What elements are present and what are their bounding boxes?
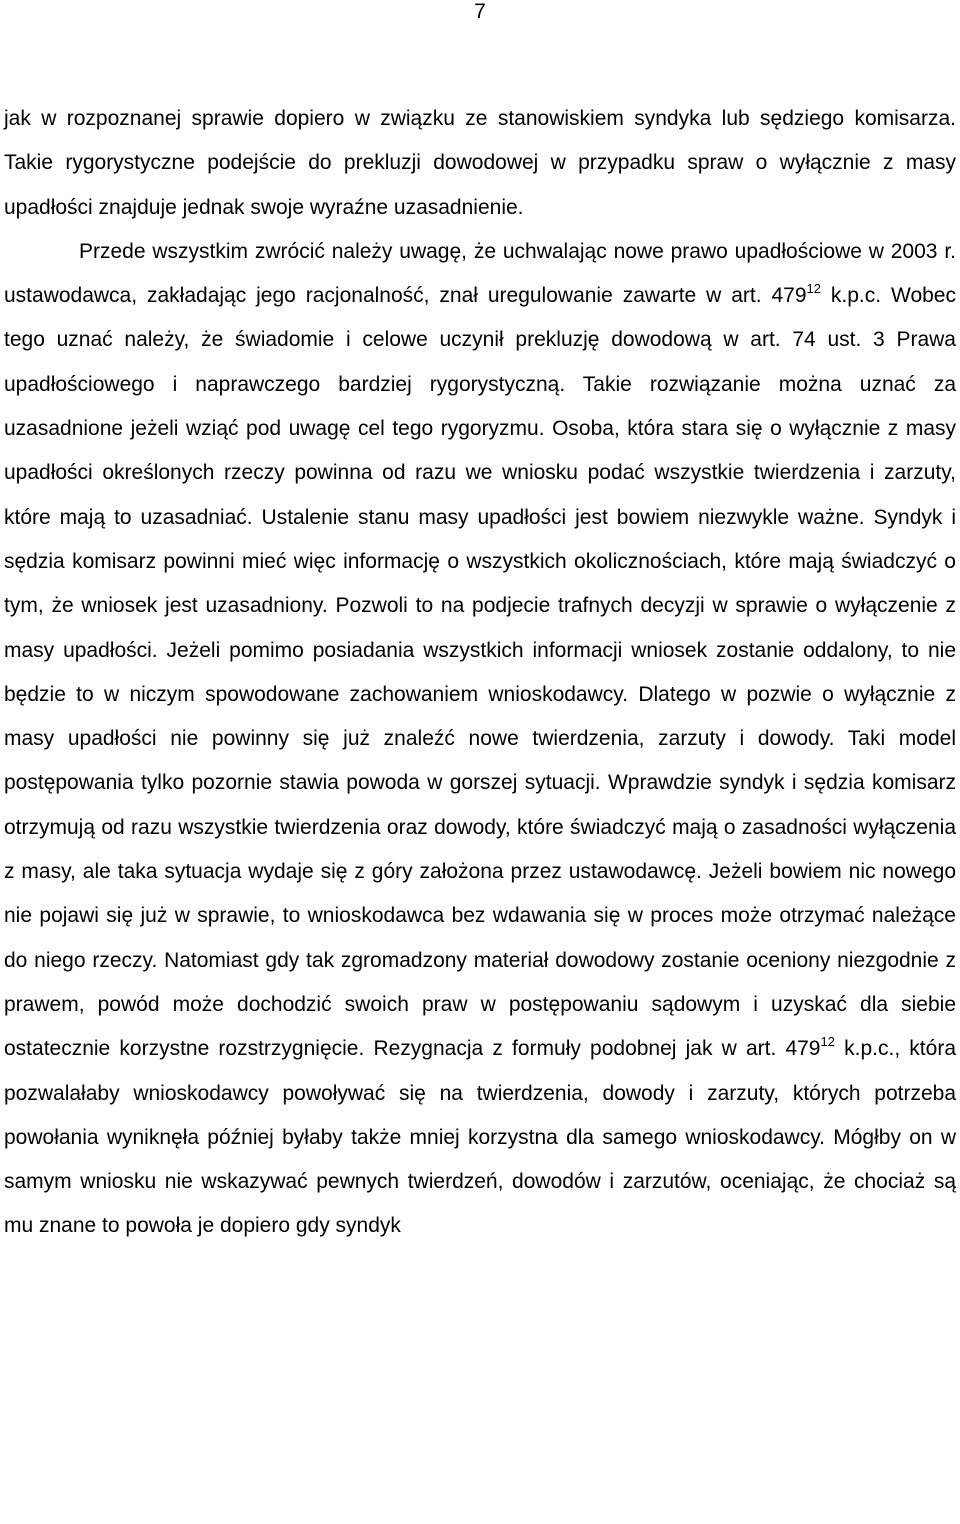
paragraph-2 <box>4 230 956 1249</box>
paragraph-text: k.p.c., która pozwalałaby wnioskodawcy powoływać się na twierdzenia, dowody i zarzuty, których potrzeba powołania wyniknęła później byłaby także mniej korzystna dla samego wnioskodawcy. Mógłby on w samym wniosku nie wskazywać pewnych twierdzeń, dowodów i zarzutów, oceniając, że chociaż są mu znane to powoła je dopiero gdy syndyk <box>4 1037 956 1238</box>
page-number: 7 <box>474 0 486 23</box>
document-body <box>4 97 956 1249</box>
footnote-superscript: 12 <box>806 281 821 297</box>
paragraph-text: jak w rozpoznanej sprawie dopiero w związku ze stanowiskiem syndyka lub sędziego komisarza. Takie rygorystyczne podejście do prekluzji dowodowej w przypadku spraw o wyłącznie z masy upadłości znajduje jednak swoje wyraźne uzasadnienie. <box>4 107 956 219</box>
paragraph-1 <box>4 97 956 230</box>
paragraph-text: k.p.c. Wobec tego uznać należy, że świadomie i celowe uczynił prekluzję dowodową w art. 74 ust. 3 Prawa upadłościowego i naprawczego bardziej rygorystyczną. Takie rozwiązanie można uznać za uzasadnione jeżeli wziąć pod uwagę cel tego rygoryzmu. Osoba, która stara się o wyłącznie z masy upadłości określonych rzeczy powinna od razu we wniosku podać wszystkie twierdzenia i zarzuty, które mają to uzasadniać. Ustalenie stanu masy upadłości jest bowiem niezwykle ważne. Syndyk i sędzia komisarz powinni mieć więc informację o wszystkich okolicznościach, które mają świadczyć o tym, że wniosek jest uzasadniony. Pozwoli to na podjecie trafnych decyzji w sprawie o wyłączenie z masy upadłości. Jeżeli pomimo posiadania wszystkich informacji wniosek zostanie oddalony, to nie będzie to w niczym spowodowane zachowaniem wnioskodawcy. Dlatego w pozwie o wyłącznie z masy upadłości nie powinny się już znaleźć nowe twierdzenia, zarzuty i dowody. Taki model postępowania tylko pozornie stawia powoda w gorszej sytuacji. Wprawdzie syndyk i sędzia komisarz otrzymują od razu wszystkie twierdzenia oraz dowody, które świadczyć mają o zasadności wyłączenia z masy, ale taka sytuacja wydaje się z góry założona przez ustawodawcę. Jeżeli bowiem nic nowego nie pojawi się już w sprawie, to wnioskodawca bez wdawania się w proces może otrzymać należące do niego rzeczy. Natomiast gdy tak zgromadzony materiał dowodowy zostanie oceniony niezgodnie z prawem, powód może dochodzić swoich praw w postępowaniu sądowym i uzyskać dla siebie ostatecznie korzystne rozstrzygnięcie. Rezygnacja z formuły podobnej jak w art. 479 <box>4 284 956 1061</box>
footnote-superscript: 12 <box>820 1034 835 1050</box>
paragraph-text: Przede wszystkim zwrócić należy uwagę, że uchwalając nowe prawo upadłościowe w 2003 r. ustawodawca, zakładając jego racjonalność, znał uregulowanie zawarte w art. 479 <box>4 239 956 308</box>
